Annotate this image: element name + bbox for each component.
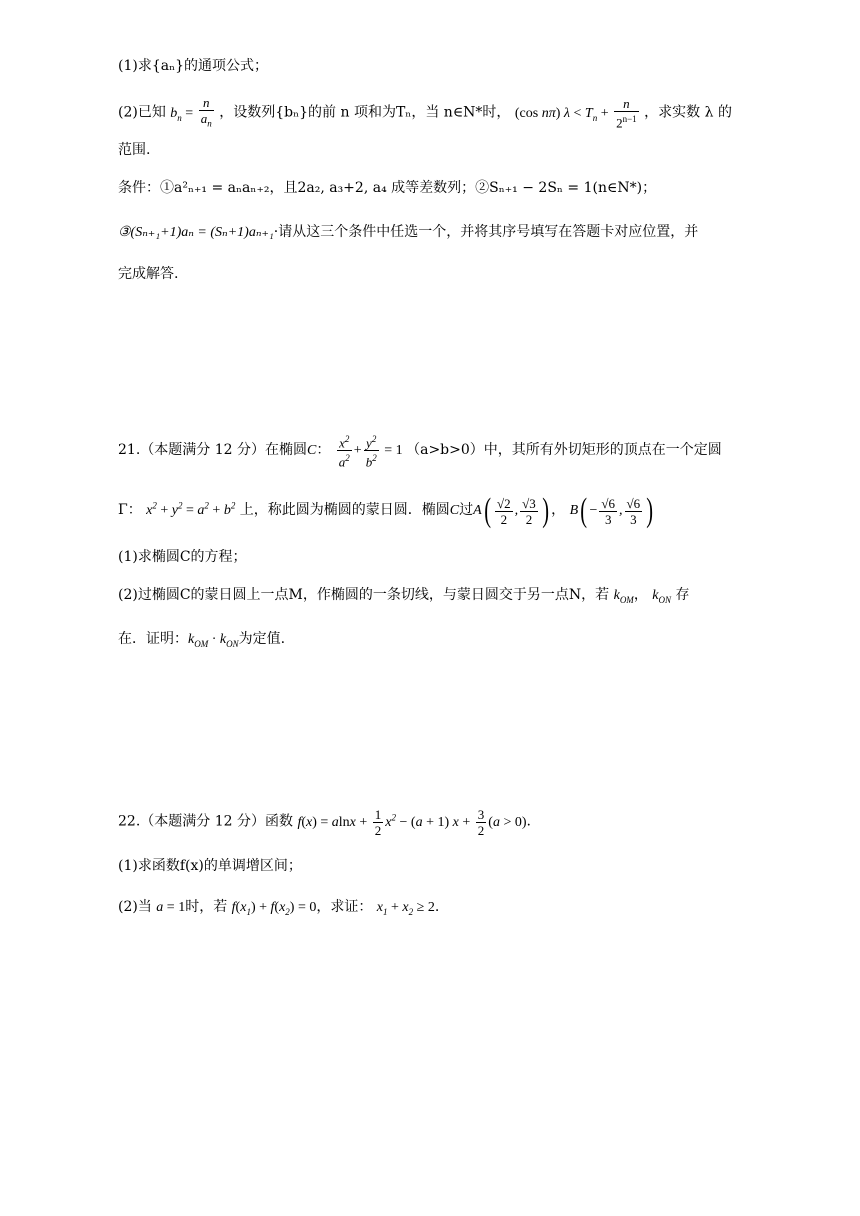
q20-condition3-line (118, 221, 742, 244)
q22-header: 22.（本题满分 12 分）函数 f(x) = alnx + $\frac{1}{2}$ $x^2 - (a + 1) x$ + $\frac{3}{2}$ (a > 0). (118, 806, 531, 838)
q22-part2-mid2: ，求证： (316, 899, 373, 915)
q22-part2-mid: 时，若 (185, 899, 228, 915)
gamma-label: Γ： (118, 502, 142, 519)
formula-kom: $k_{OM}$ (613, 588, 634, 605)
q21-header-text: 21.（本题满分 12 分）在椭圆 (118, 442, 307, 459)
formula-ellipse: $\frac{x^2}{a^2}$ + $\frac{y^2}{b^2}$ = 1 (338, 434, 403, 470)
q21-header-mid: （a>b>0）中，其所有外切矩形的顶点在一个定圆 (406, 442, 722, 459)
condition-1: ①a²ₙ₊₁ = aₙaₙ₊₂，且2a₂, a₃+2, a₄ 成等差数列； (160, 180, 476, 196)
condition-3: ③(Sₙ₊₁+1)aₙ = (Sₙ+1)aₙ₊₁ (118, 225, 274, 240)
ellipse-name: C (306, 443, 317, 459)
point-b: B( − $\frac{√6}{3}$ , $\frac{√6}{3}$ ) (569, 492, 654, 529)
q20-instruction: ·请从这三个条件中任选一个，并将其序号填写在答题卡对应位置，并 (273, 224, 699, 240)
point-a: A( $\frac{√2}{2}$ , $\frac{√3}{2}$ ) (473, 492, 549, 529)
q21-line2: Γ： $x^2 + y^2 = a^2 + b^2$ 上，称此圆为椭圆的蒙日圆．椭圆C过A( $\frac{√2}{2}$ , $\frac{√3}{2}$ ) ， B( − $\frac{√6}{3}$ , $\frac{√6}{3}$ ) (118, 494, 742, 528)
formula-bn: $b_n$ = $\frac{n}{a_n}$ (170, 95, 212, 129)
q21-pass-word: 过 (459, 502, 474, 519)
formula-fx: f(x) = alnx + $\frac{1}{2}$ $x^2 - (a + 1) x$ + $\frac{3}{2}$ (a > 0) (297, 806, 527, 838)
q20-part2-suffix: ，求实数 λ 的 (644, 104, 732, 121)
q20-part1-text: (1)求{aₙ}的通项公式； (118, 58, 269, 74)
q22-header-text: 22.（本题满分 12 分）函数 (118, 813, 293, 830)
q21-part1-text: (1)求椭圆C的方程； (118, 549, 247, 565)
q21-part2-cont-end: 为定值. (238, 631, 286, 647)
q21-part2: (2)过椭圆C的蒙日圆上一点M，作椭圆的一条切线，与蒙日圆交于另一点N，若 $k_{OM}$， $k_{ON}$ 存 (118, 587, 690, 605)
formula-a-eq-1: a = 1 (156, 900, 186, 915)
formula-inequality: (cos nπ) $\lambda < T_n$ + $\frac{n}{2^{n-1}}$ (514, 96, 637, 131)
ellipse-name-2: C (449, 503, 460, 519)
q20-instruction-cont-text: 完成解答. (118, 266, 179, 282)
q20-part2-cont-text: 范围. (118, 142, 151, 158)
condition-2: ②Sₙ₊₁ − 2Sₙ = 1(n∈N*)； (475, 180, 657, 196)
condition-label: 条件： (118, 180, 160, 196)
q20-conditions (118, 177, 742, 199)
q20-part1 (118, 55, 742, 77)
q21-part1 (118, 546, 742, 568)
q20-instruction-cont (118, 263, 742, 285)
q22-part1 (118, 855, 742, 877)
q21-part2-end: 存 (675, 587, 690, 603)
q22-part2-prefix: (2)当 (118, 899, 152, 915)
q22-part1-text: (1)求函数f(x)的单调增区间； (118, 858, 302, 874)
q21-part2-cont (118, 628, 742, 655)
formula-product: $k_{OM} \cdot k_{ON}$ (188, 632, 239, 649)
q21-line2-mid: 上，称此圆为椭圆的蒙日圆．椭圆 (239, 502, 450, 519)
q21-part2-text: (2)过椭圆C的蒙日圆上一点M，作椭圆的一条切线，与蒙日圆交于另一点N，若 (118, 587, 610, 603)
q21-part2-cont-text: 在．证明： (118, 631, 188, 647)
q20-part2-mid: ，设数列{bₙ}的前 n 项和为Tₙ，当 n∈N*时， (219, 104, 511, 121)
q20-part2-cont (118, 139, 742, 161)
q21-header: 21.（本题满分 12 分）在椭圆C： $\frac{x^2}{a^2}$ + $\frac{y^2}{b^2}$ = 1 （a>b>0）中，其所有外切矩形的顶点在一个定圆 (118, 434, 722, 470)
formula-circle: $x^2 + y^2 = a^2 + b^2$ (146, 500, 236, 519)
q20-part2 (118, 95, 742, 132)
q20-part2-prefix: (2)已知 (118, 104, 166, 121)
formula-kon: $k_{ON}$ (652, 588, 671, 605)
q22-part2-end: . (434, 899, 440, 915)
formula-conclusion: $x_1 + x_2 \ge 2$ (376, 900, 435, 917)
formula-sum-zero: $f(x_1) + f(x_2) = 0$ (231, 900, 317, 917)
q22-part2 (118, 896, 742, 923)
